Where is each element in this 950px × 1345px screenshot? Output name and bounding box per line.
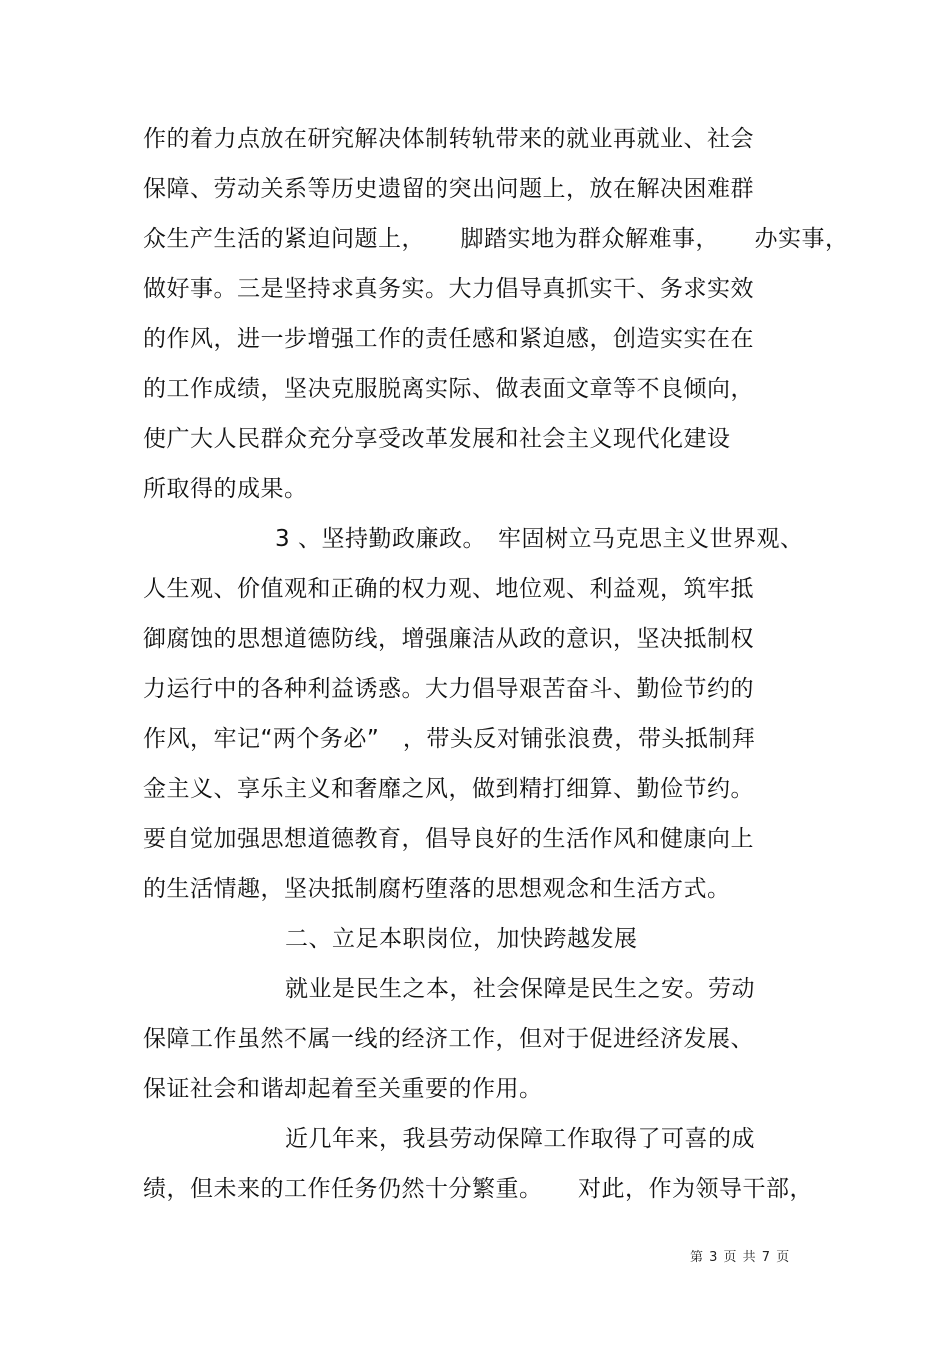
- text-line: 金主义、享乐主义和奢靡之风，做到精打细算、勤俭节约。: [143, 776, 754, 802]
- text-line: 保障工作虽然不属一线的经济工作，但对于促进经济发展、: [143, 1026, 754, 1052]
- text-line: 人生观、价值观和正确的权力观、地位观、利益观，筑牢抵: [143, 576, 754, 602]
- text-line: 作的着力点放在研究解决体制转轨带来的就业再就业、社会: [143, 126, 754, 152]
- text-line: 就业是民生之本，社会保障是民生之安。劳动: [285, 976, 755, 1002]
- text-line: 做好事。三是坚持求真务实。大力倡导真抓实干、务求实效: [143, 276, 754, 302]
- text-line: 的生活情趣，坚决抵制腐朽堕落的思想观念和生活方式。: [143, 876, 731, 902]
- page-number-footer: 第 3 页 共 7 页: [690, 1250, 791, 1265]
- text-line: 的工作成绩，坚决克服脱离实际、做表面文章等不良倾向，: [143, 376, 754, 402]
- text-line: 3 、坚持勤政廉政。 牢固树立马克思主义世界观、: [275, 526, 804, 552]
- text-line: 御腐蚀的思想道德防线，增强廉洁从政的意识，坚决抵制权: [143, 626, 754, 652]
- text-line: 绩，但未来的工作任务仍然十分繁重。 对此，作为领导干部，: [143, 1176, 813, 1202]
- text-line: 众生产生活的紧迫问题上， 脚踏实地为群众解难事， 办实事，: [143, 226, 849, 252]
- section-heading: 二、立足本职岗位，加快跨越发展: [285, 926, 638, 952]
- text-line: 力运行中的各种利益诱惑。大力倡导艰苦奋斗、勤俭节约的: [143, 676, 754, 702]
- text-line: 所取得的成果。: [143, 476, 308, 502]
- text-line: 保证社会和谐却起着至关重要的作用。: [143, 1076, 543, 1102]
- text-line: 使广大人民群众充分享受改革发展和社会主义现代化建设: [143, 426, 731, 452]
- text-line: 保障、劳动关系等历史遗留的突出问题上，放在解决困难群: [143, 176, 754, 202]
- text-line: 作风，牢记“两个务必” ，带头反对铺张浪费，带头抵制拜: [143, 726, 756, 752]
- text-line: 近几年来，我县劳动保障工作取得了可喜的成: [285, 1126, 755, 1152]
- text-line: 要自觉加强思想道德教育，倡导良好的生活作风和健康向上: [143, 826, 754, 852]
- text-line: 的作风，进一步增强工作的责任感和紧迫感，创造实实在在: [143, 326, 754, 352]
